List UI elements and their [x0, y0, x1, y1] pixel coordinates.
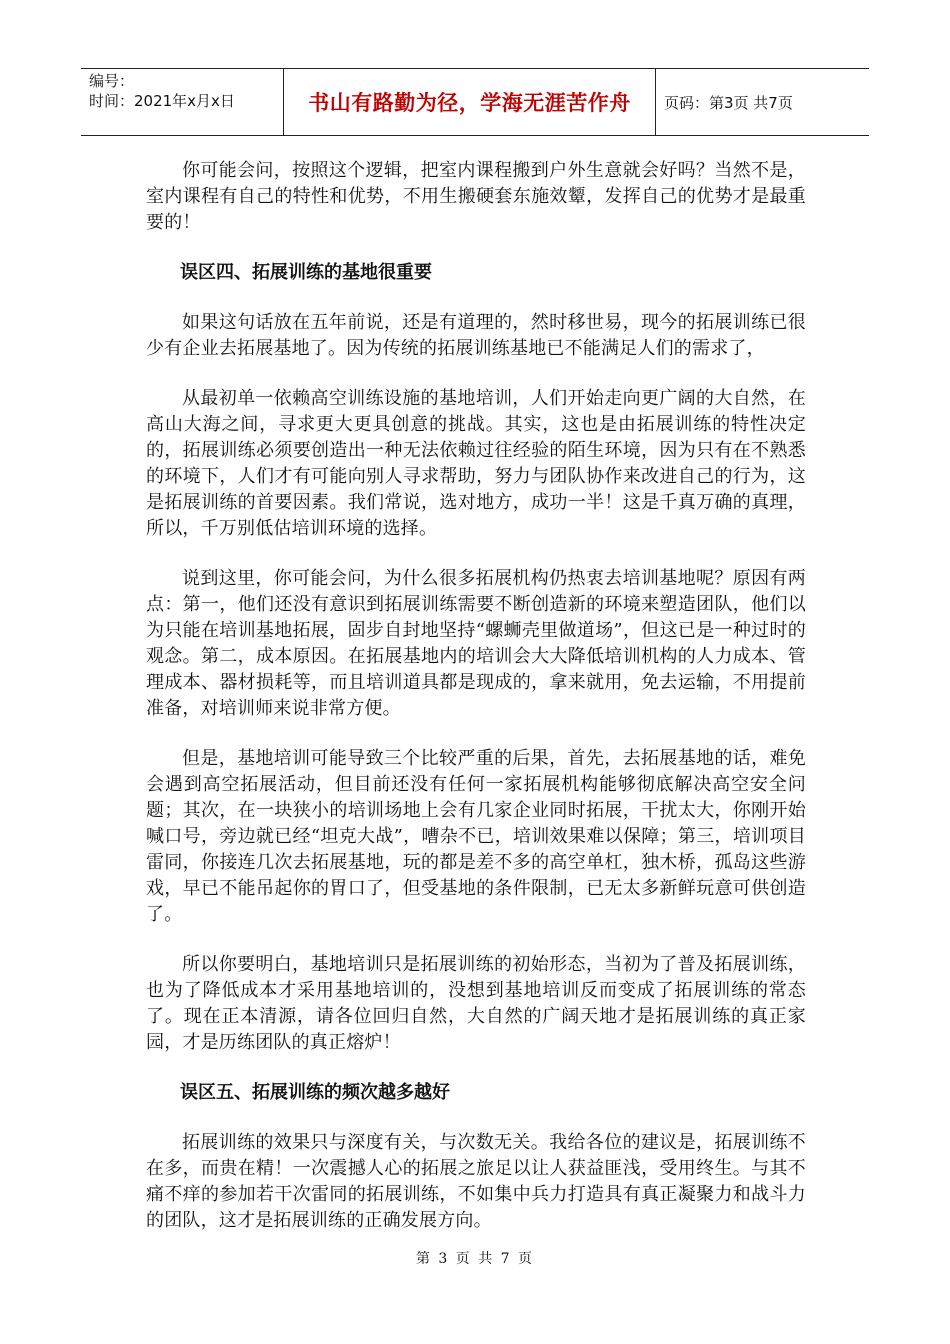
page-header: [81, 68, 869, 136]
header-meta: [81, 69, 283, 135]
paragraph: 如果这句话放在五年前说，还是有道理的，然时移世易，现今的拓展训练已很少有企业去拓展基地了。因为传统的拓展训练基地已不能满足人们的需求了，: [146, 312, 806, 359]
paragraph: 所以你要明白，基地培训只是拓展训练的初始形态，当初为了普及拓展训练，也为了降低成本才采用基地培训的，没想到基地培训反而变成了拓展训练的常态了。现在正本清源，请各位回归自然，大自然的广阔天地才是拓展训练的真正家 园，才是历练团队的真正熔炉！: [146, 954, 806, 1053]
paragraph: 拓展训练的效果只与深度有关，与次数无关。我给各位的建议是，拓展训练不在多，而贵在精！一次震撼人心的拓展之旅足以让人获益匪浅，受用终生。与其不痛不痒的参加若干次雷同的拓展训练，不如集中兵力打造具有真正凝聚力和战斗力的团队，这才是拓展训练的正确发展方向。: [146, 1132, 806, 1231]
header-motto: 书山有路勤为径，学海无涯苦作舟: [283, 69, 656, 135]
paragraph: 但是，基地培训可能导致三个比较严重的后果，首先，去拓展基地的话，难免会遇到高空拓展活动，但目前还没有任何一家拓展机构能够彻底解决高空安全问题；其次，在一块狭小的培训场地上会有几家企业同时拓展，干扰太大，你刚开始喊口号，旁边就已经“坦克大战”，嘈杂不已，培训效果难以保障；第三，培训项目雷同，你接连几次去拓展基地，玩的都是差不多的高空单杠，独木桥，孤岛这些游戏，早已不能吊起你的胃口了，但受基地的条件限制，已无太多新鲜玩意可供创造了。: [146, 748, 806, 925]
paragraph: 从最初单一依赖高空训练设施的基地培训，人们开始走向更广阔的大自然，在高山大海之间，寻求更大更具创意的挑战。其实，这也是由拓展训练的特性决定的，拓展训练必须要创造出一种无法依赖过往经验的陌生环境，因为只有在不熟悉的环境下，人们才有可能向别人寻求帮助，努力与团队协作来改进自己的行为，这是拓展训练的首要因素。我们常说，选对地方，成功一半！这是千真万确的真理，所以，千万别低估培训环境的选择。: [146, 388, 806, 539]
paragraph: 说到这里，你可能会问，为什么很多拓展机构仍热衷去培训基地呢？原因有两点：第一，他们还没有意识到拓展训练需要不断创造新的环境来塑造团队，他们以为只能在培训基地拓展，固步自封地坚持“螺蛳壳里做道场”，但这已是一种过时的观念。第二，成本原因。在拓展基地内的培训会大大降低培训机构的人力成本、管理成本、器材损耗等，而且培训道具都是现成的，拿来就用，免去运输，不用提前准备，对培训师来说非常方便。: [146, 568, 806, 719]
date-line: 时间：2021年x月x日: [89, 92, 235, 110]
document-body: [146, 158, 806, 1234]
serial-label: 编号：: [89, 72, 135, 90]
section-heading: 误区四、拓展训练的基地很重要: [180, 262, 432, 283]
page-footer: 第 3 页 共 7 页: [415, 1251, 535, 1267]
paragraph: 你可能会问，按照这个逻辑，把室内课程搬到户外生意就会好吗？当然不是，室内课程有自己的特性和优势，不用生搬硬套东施效颦，发挥自己的优势才是最重要的！: [146, 160, 806, 233]
header-page-info: 页码：第3页 共7页: [664, 93, 793, 112]
section-heading: 误区五、拓展训练的频次越多越好: [180, 1082, 450, 1103]
